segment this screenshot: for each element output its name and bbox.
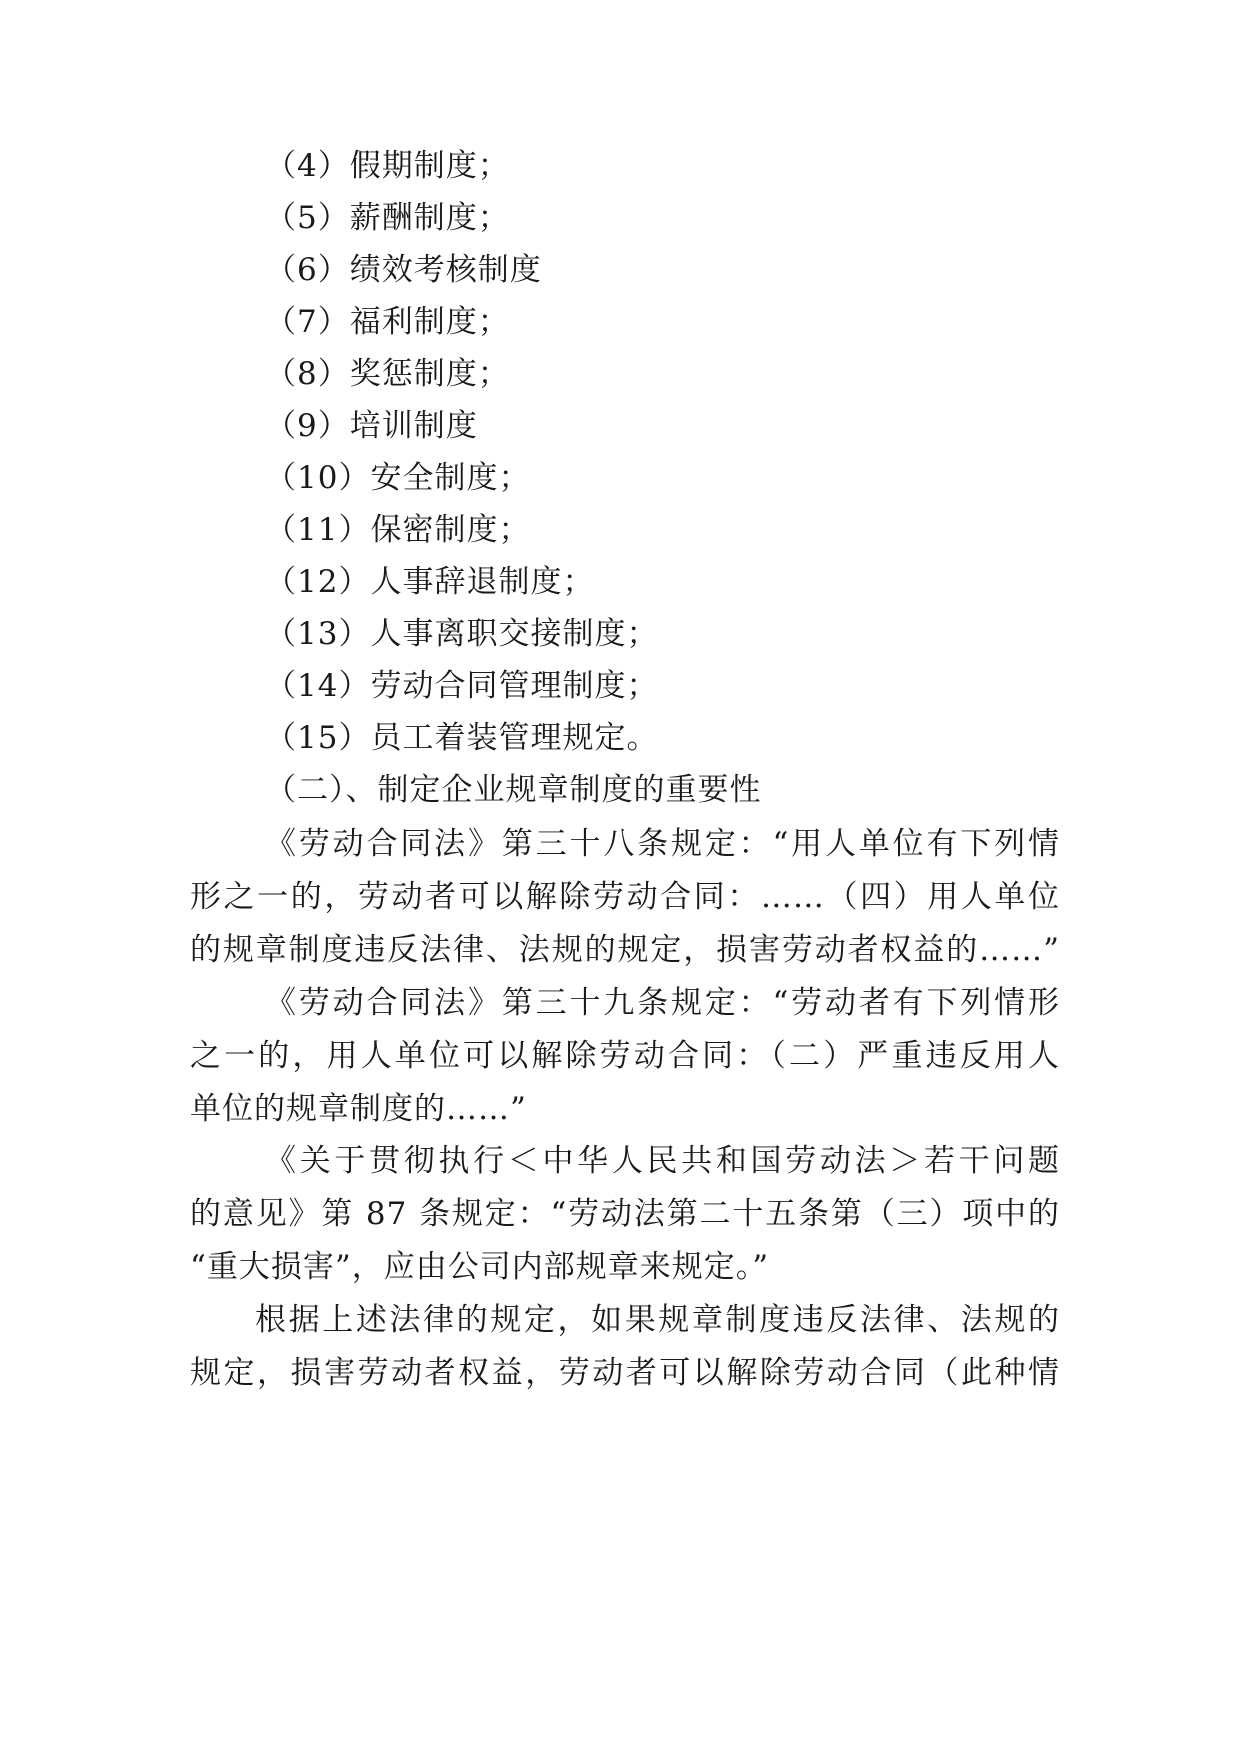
paragraph-line: 根据上述法律的规定，如果规章制度违反法律、法规的 (255, 1302, 1060, 1338)
list-item: （7）福利制度； (265, 304, 510, 340)
paragraph-line: “重大损害”，应由公司内部规章来规定。” (190, 1249, 770, 1285)
list-item: （6）绩效考核制度 (265, 252, 542, 288)
paragraph-line: 的规章制度违反法律、法规的规定，损害劳动者权益的……” (190, 932, 1060, 968)
section-heading: （二）、制定企业规章制度的重要性 (265, 772, 762, 808)
list-item: （15）员工着装管理规定。 (265, 720, 659, 756)
paragraph-line: 《劳动合同法》第三十九条规定：“劳动者有下列情形 (265, 985, 1060, 1021)
paragraph-line: 形之一的，劳动者可以解除劳动合同：……（四）用人单位 (190, 879, 1060, 915)
paragraph-line: 《劳动合同法》第三十八条规定：“用人单位有下列情 (265, 826, 1060, 862)
list-item: （10）安全制度； (265, 460, 531, 496)
paragraph-line: 规定，损害劳动者权益，劳动者可以解除劳动合同（此种情 (190, 1355, 1060, 1391)
list-item: （14）劳动合同管理制度； (265, 668, 659, 704)
list-item: （5）薪酬制度； (265, 200, 510, 236)
list-item: （13）人事离职交接制度； (265, 616, 659, 652)
list-item: （8）奖惩制度； (265, 356, 510, 392)
list-item: （12）人事辞退制度； (265, 564, 595, 600)
list-item: （9）培训制度 (265, 408, 478, 444)
paragraph-line: 的意见》第 87 条规定：“劳动法第二十五条第（三）项中的 (190, 1196, 1060, 1232)
paragraph-line: 《关于贯彻执行＜中华人民共和国劳动法＞若干问题 (265, 1143, 1060, 1179)
list-item: （11）保密制度； (265, 512, 531, 548)
paragraph-line: 单位的规章制度的……” (190, 1091, 527, 1127)
paragraph-line: 之一的，用人单位可以解除劳动合同：（二）严重违反用人 (190, 1038, 1060, 1074)
list-item: （4）假期制度； (265, 148, 510, 184)
